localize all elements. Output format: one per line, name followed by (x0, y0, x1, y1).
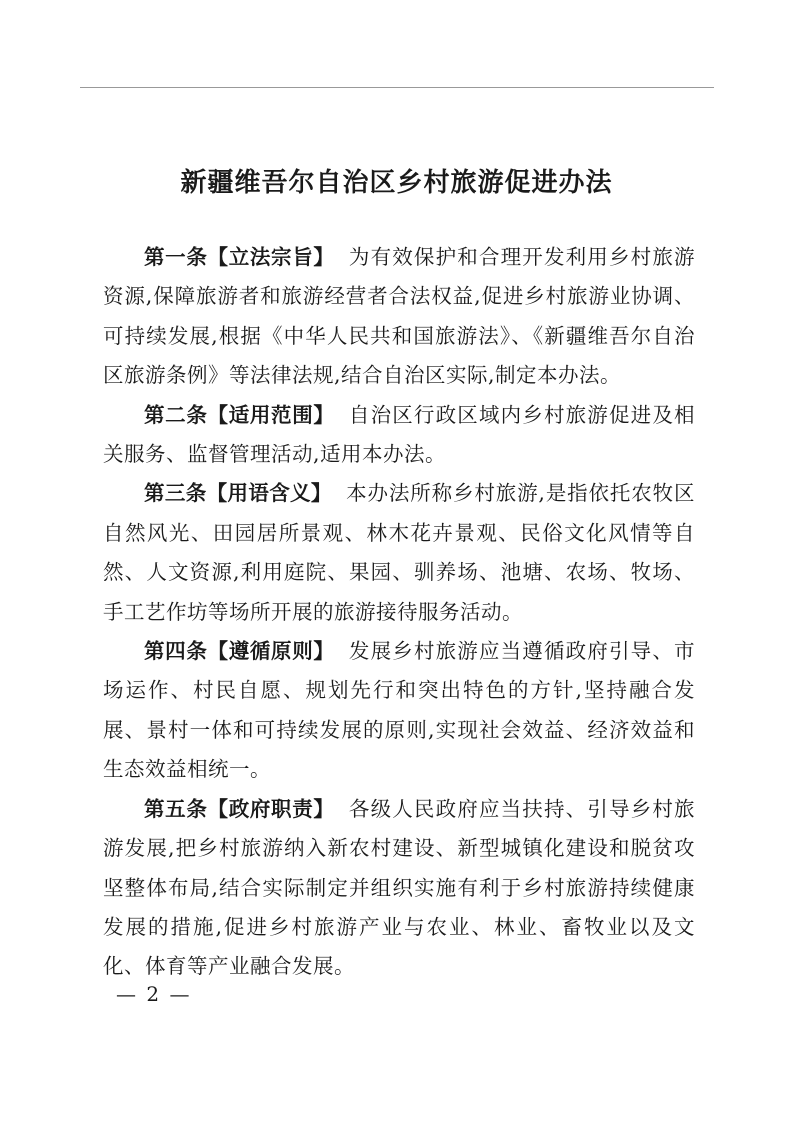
article-4-text: 发展乡村旅游应当遵循政府引导、市场运作、村民自愿、规划先行和突出特色的方针,坚持融合发展、景村一体和可持续发展的原则,实现社会效益、经济效益和生态效益相统一。 (103, 639, 696, 782)
header-rule (80, 87, 714, 88)
article-1-text: 为有效保护和合理开发利用乡村旅游资源,保障旅游者和旅游经营者合法权益,促进乡村旅游业协调、可持续发展,根据《中华人民共和国旅游法》、《新疆维吾尔自治区旅游条例》等法律法规,结合自治区实际,制定本办法。 (103, 245, 696, 388)
article-2 (103, 396, 695, 475)
article-5-text: 各级人民政府应当扶持、引导乡村旅游发展,把乡村旅游纳入新农村建设、新型城镇化建设和脱贫攻坚整体布局,结合实际制定并组织实施有利于乡村旅游持续健康发展的措施,促进乡村旅游产业与农业、林业、畜牧业以及文化、体育等产业融合发展。 (103, 796, 696, 979)
article-2-text: 自治区行政区域内乡村旅游促进及相关服务、监督管理活动,适用本办法。 (103, 402, 696, 467)
document-title: 新疆维吾尔自治区乡村旅游促进办法 (180, 168, 613, 198)
article-4 (103, 632, 695, 790)
article-3 (103, 474, 695, 632)
article-3-heading: 第三条【用语含义】 (144, 481, 332, 506)
article-1-heading: 第一条【立法宗旨】 (144, 245, 335, 269)
document-body (103, 238, 695, 987)
article-3-text: 本办法所称乡村旅游,是指依托农牧区自然风光、田园居所景观、林木花卉景观、民俗文化风情等自然、人文资源,利用庭院、果园、驯养场、池塘、农场、牧场、手工艺作坊等场所开展的旅游接待服务活动。 (103, 481, 696, 624)
article-4-heading: 第四条【遵循原则】 (144, 639, 335, 664)
article-5 (103, 790, 695, 987)
article-5-heading: 第五条【政府职责】 (144, 796, 335, 821)
article-2-heading: 第二条【适用范围】 (144, 402, 335, 427)
page-number: — 2 — (116, 982, 192, 1006)
article-1 (103, 238, 695, 396)
